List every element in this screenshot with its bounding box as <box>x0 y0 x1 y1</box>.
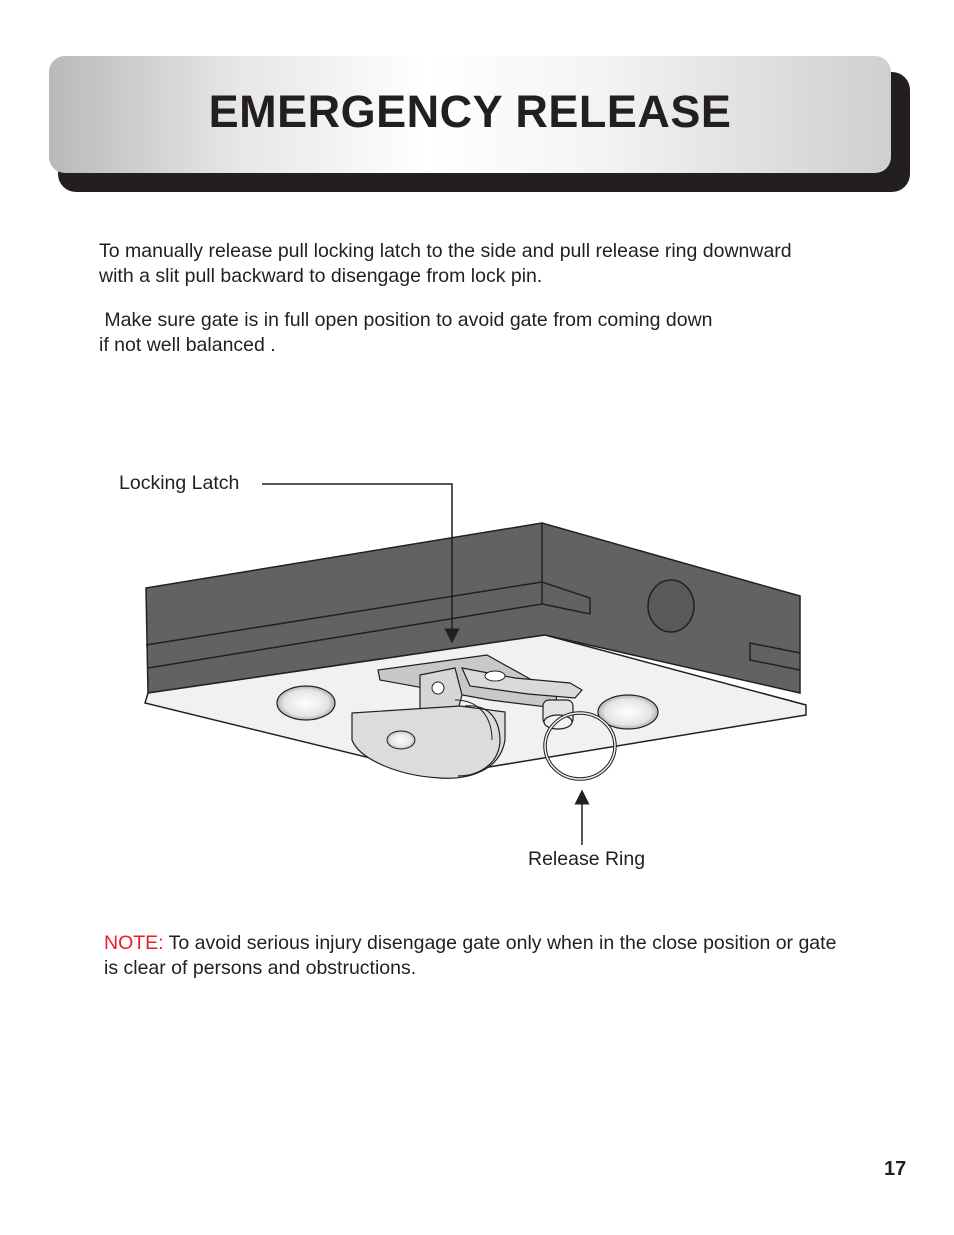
instruction-line: To manually release pull locking latch to the side and pull release ring downward <box>99 240 792 262</box>
locking-latch-label: Locking Latch <box>119 472 240 494</box>
page-title: EMERGENCY RELEASE <box>208 86 732 137</box>
mounting-hole <box>277 686 335 720</box>
access-hole <box>648 580 694 632</box>
gate-pulley <box>352 700 505 778</box>
warning-line: if not well balanced . <box>99 334 276 356</box>
note-text: is clear of persons and obstructions. <box>104 957 417 979</box>
safety-note <box>104 931 934 981</box>
release-ring-label: Release Ring <box>528 848 646 870</box>
warning-line: Make sure gate is in full open position to avoid gate from coming down <box>99 309 713 331</box>
instruction-line: with a slit pull backward to disengage from lock pin. <box>99 265 543 287</box>
note-label: NOTE: <box>104 932 164 954</box>
page-number: 17 <box>884 1158 907 1180</box>
note-text: To avoid serious injury disengage gate only when in the close position or gate <box>163 932 837 954</box>
